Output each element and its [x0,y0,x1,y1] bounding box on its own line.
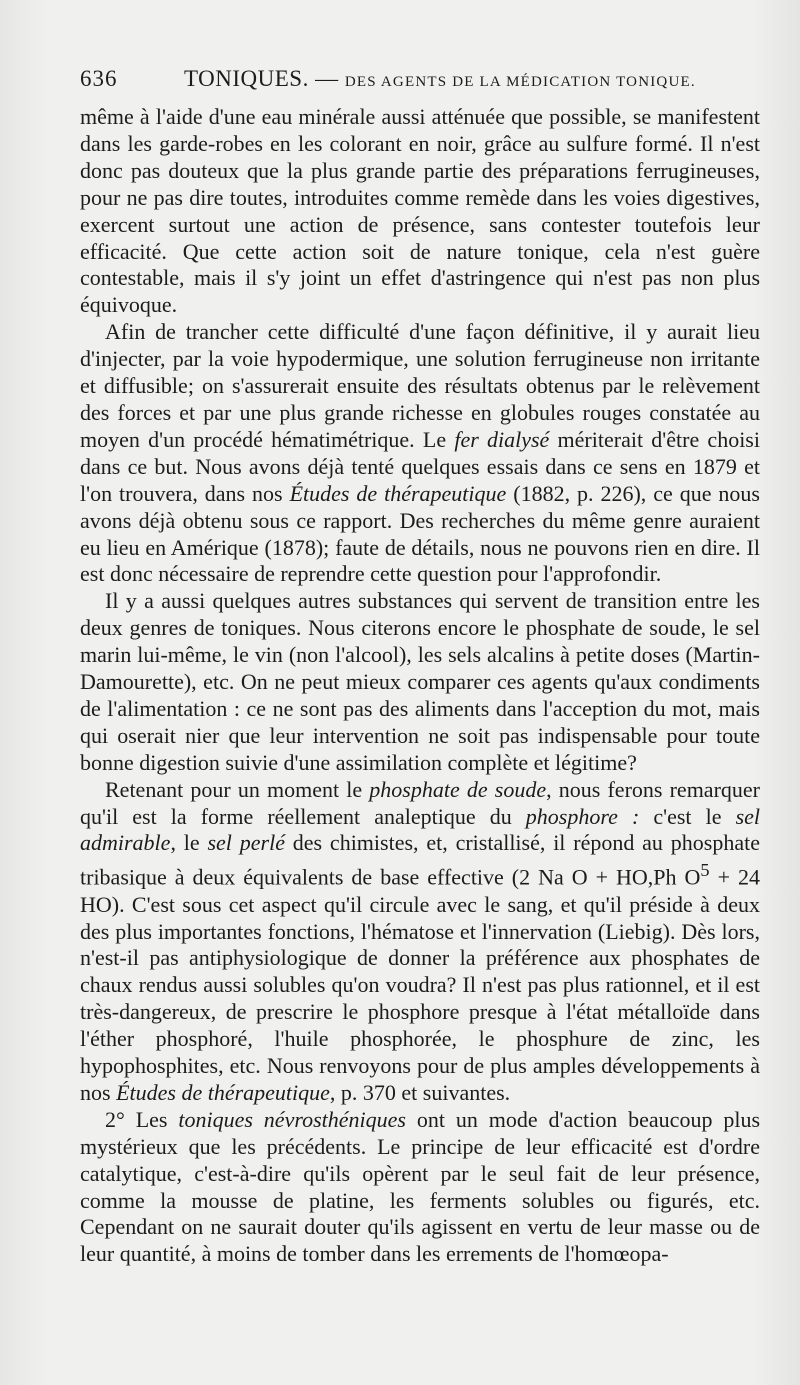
running-title [184,66,696,92]
paragraph-1 [80,104,760,319]
superscript: 5 [700,860,710,881]
page-number: 636 [80,66,118,91]
italic-term: phosphate de soude [369,776,547,802]
paragraph-5 [80,1107,760,1268]
italic-term: fer dialysé [454,426,550,452]
paragraph-text: mériterait d'être choisi dans ce but. Nous avons déjà tenté quelques essais dans ce sens en 1879 et l'on trouvera, dans nos [80,426,760,506]
running-header [80,66,760,94]
italic-term: toniques névrosthéniques [178,1106,406,1132]
running-title-main: TONIQUES. — [184,66,339,91]
paragraph-3 [80,588,760,776]
paragraph-text: , nous ferons remarquer qu'il est la forme réellement analeptique du [80,776,760,829]
paragraph-text: Retenant pour un moment le [105,776,370,802]
italic-term: sel admirable [80,803,761,856]
paragraph-text: c'est le [639,803,736,829]
italic-book-title: Études de thérapeutique [116,1079,330,1105]
paragraph-text: Il y a aussi quelques autres substances qui servent de transition entre les deux genres de toniques. Nous citerons encore le phosphate de soude, le sel marin lui-même, le vin (non l'alcool), les sels alcalins à petite doses (Martin-Damourette), etc. On ne peut mieux comparer ces agents qu'aux condiments de l'alimentation : ce ne sont pas des aliments dans l'acception du mot, mais qui oserait nier que leur intervention ne soit pas indispensable pour toute bonne digestion suivie d'une assimilation complète et légitime? [80,588,760,775]
italic-term: phosphore : [525,803,640,829]
italic-term: sel perlé [207,830,285,856]
running-title-sub: DES AGENTS DE LA MÉDICATION TONIQUE. [344,74,696,90]
paragraph-text: 2° Les [105,1106,179,1132]
paragraph-text: + 24 HO). C'est sous cet aspect qu'il circule avec le sang, et qu'il préside à deux des plus importantes fonctions, l'hématose et l'innervation (Liebig). Dès lors, n'est-il pas antiphysiologique de donner la préférence aux phosphates de chaux rendus aussi solubles qu'on voudra? Il n'est pas plus rationnel, et il est très-dangereux, de prescrire le phosphore presque à l'état métalloïde dans l'éther phosphoré, l'huile phosphorée, le phosphure de zinc, les hypophosphites, etc. Nous renvoyons pour de plus amples développements à nos [80,864,760,1105]
body-text [80,104,760,1268]
paragraph-4 [80,777,760,1107]
paragraph-text: , le [170,830,208,856]
paragraph-text: , p. 370 et suivantes. [329,1079,511,1105]
paragraph-text: (1882, p. 226), ce que nous avons déjà obtenu sous ce rapport. Des recherches du même genre auraient eu lieu en Amérique (1878); faute de détails, nous ne pouvons rien en dire. Il est donc nécessaire de reprendre cette question pour l'approfondir. [80,480,760,587]
paragraph-text: des chimistes, et, cristallisé, il répond au phosphate tribasique à deux équivalents de base effective (2 Na O + HO,Ph O [80,830,760,890]
paragraph-text: ont un mode d'action beaucoup plus mystérieux que les précédents. Le principe de leur efficacité est d'ordre catalytique, c'est-à-dire qu'ils opèrent par le seul fait de leur présence, comme la mousse de platine, les ferments solubles ou figurés, etc. Cependant on ne saurait douter qu'ils agissent en vertu de leur masse ou de leur quantité, à moins de tomber dans les errements de l'homœopa- [80,1106,761,1267]
italic-book-title: Études de thérapeutique [289,480,507,506]
paragraph-2 [80,319,760,588]
paragraph-text: Afin de trancher cette difficulté d'une façon définitive, il y aurait lieu d'injecter, par la voie hypodermique, une solution ferrugineuse non irritante et diffusible; on s'assurerait ensuite des résultats obtenus par le relèvement des forces et par une plus grande richesse en globules rouges constatée au moyen d'un procédé hématimétrique. Le [80,319,760,452]
paragraph-text: même à l'aide d'une eau minérale aussi atténuée que possible, se manifestent dans les garde-robes en les colorant en noir, grâce au sulfure formé. Il n'est donc pas douteux que la plus grande partie des préparations ferrugineuses, pour ne pas dire toutes, introduites comme remède dans les voies digestives, exercent surtout une action de présence, sans contester toutefois leur efficacité. Que cette action soit de nature tonique, cela n'est guère contestable, mais il s'y joint un effet d'astringence qui n'est pas non plus équivoque. [80,104,760,318]
